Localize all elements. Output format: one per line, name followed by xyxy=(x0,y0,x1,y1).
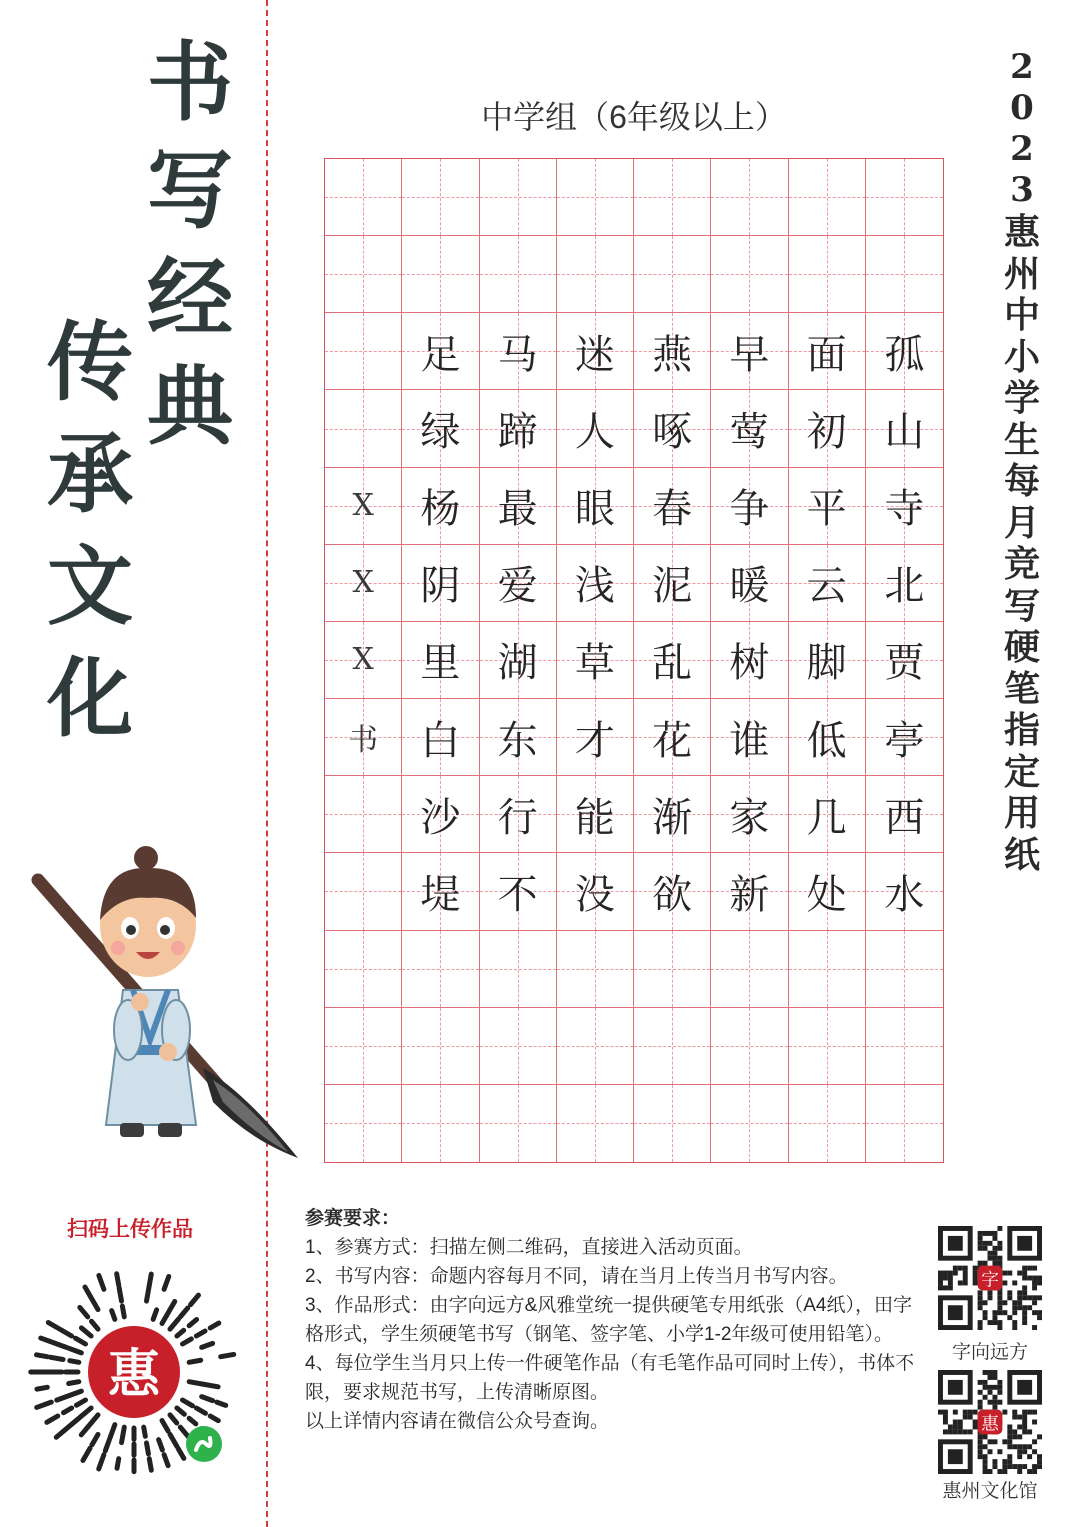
year-digit: 0 xyxy=(1010,88,1034,128)
year-digit: 2 xyxy=(1010,129,1034,169)
grid-char: 云 xyxy=(806,563,847,610)
title-char: 月 xyxy=(1003,501,1040,544)
grid-char: 谁 xyxy=(729,717,770,764)
grid-cell xyxy=(480,390,557,467)
grid-cell xyxy=(711,390,788,467)
grid-cell xyxy=(634,159,711,236)
grid-char: 爱 xyxy=(497,563,538,610)
calli-char: 经 xyxy=(147,248,233,349)
grid-cell xyxy=(789,853,866,930)
grid-char: 没 xyxy=(574,871,615,918)
grid-cell xyxy=(480,622,557,699)
grid-cell xyxy=(325,853,402,930)
grid-cell xyxy=(402,390,479,467)
grid-char: X xyxy=(352,565,374,601)
grid-cell xyxy=(480,468,557,545)
calli-char: 书 xyxy=(147,32,233,133)
grid-cell xyxy=(402,313,479,390)
title-char: 惠 xyxy=(1003,211,1040,253)
mini-program-code[interactable] xyxy=(24,1262,244,1482)
grid-cell xyxy=(402,159,479,236)
grid-cell xyxy=(634,390,711,467)
grid-cell xyxy=(866,776,943,853)
grid-cell xyxy=(866,468,943,545)
title-char: 指 xyxy=(1003,709,1040,751)
grid-cell xyxy=(325,236,402,313)
title-char: 中 xyxy=(1003,294,1040,336)
grid-cell xyxy=(634,1085,711,1162)
grid-cell xyxy=(325,699,402,776)
grid-cell xyxy=(711,313,788,390)
grid-cell xyxy=(325,622,402,699)
grid-char: 脚 xyxy=(806,640,847,687)
grid-cell xyxy=(480,931,557,1008)
grid-char: 足 xyxy=(420,331,461,378)
grid-cell xyxy=(480,1085,557,1162)
calli-char: 写 xyxy=(147,140,233,241)
title-char: 州 xyxy=(1003,252,1040,295)
calli-char: 典 xyxy=(147,356,233,457)
grid-cell xyxy=(402,931,479,1008)
grid-cell xyxy=(711,1008,788,1085)
grade-title: 中学组（6年级以上） xyxy=(481,99,787,135)
grid-char: 阴 xyxy=(420,563,461,610)
grid-char: 浅 xyxy=(574,563,615,610)
grid-char: 眼 xyxy=(574,486,615,533)
grid-cell xyxy=(402,468,479,545)
grid-char: 水 xyxy=(884,871,925,918)
grid-char: 寺 xyxy=(884,486,925,533)
grid-char: 杨 xyxy=(420,486,461,533)
grid-cell xyxy=(789,390,866,467)
grid-char: 渐 xyxy=(652,794,693,841)
grid-char: 初 xyxy=(806,409,847,456)
calligraphy-title-col1 xyxy=(140,32,240,472)
grid-cell xyxy=(789,468,866,545)
requirement-item: 1、参赛方式：扫描左侧二维码，直接进入活动页面。 xyxy=(305,1237,753,1258)
grid-cell xyxy=(557,853,634,930)
grid-cell xyxy=(557,1008,634,1085)
calligraphy-title-col2 xyxy=(40,312,140,768)
grid-char: 能 xyxy=(574,794,615,841)
grid-char: 东 xyxy=(497,717,538,764)
grid-cell xyxy=(866,931,943,1008)
grid-cell xyxy=(866,390,943,467)
grid-cell xyxy=(711,699,788,776)
grid-char: 啄 xyxy=(652,409,693,456)
title-char: 硬 xyxy=(1003,626,1040,668)
grid-char: 树 xyxy=(729,640,770,687)
grid-cell xyxy=(557,468,634,545)
title-char: 纸 xyxy=(1003,833,1040,876)
grid-cell xyxy=(711,468,788,545)
grid-cell xyxy=(866,1008,943,1085)
grid-cell xyxy=(480,313,557,390)
grid-cell xyxy=(480,236,557,313)
calli-char: 传 xyxy=(47,312,133,413)
grid-char: 最 xyxy=(497,486,538,533)
grid-char: 迷 xyxy=(574,331,615,378)
grid-char: 绿 xyxy=(420,409,461,456)
requirement-item: 3、作品形式：由字向远方&风雅堂统一提供硬笔专用纸张（A4纸），田字格形式，学生须硬笔书写（钢笔、签字笔、小学1-2年级可使用铅笔）。 xyxy=(305,1295,912,1345)
grid-cell xyxy=(711,236,788,313)
grid-cell xyxy=(711,931,788,1008)
grid-char: 西 xyxy=(884,794,925,841)
grid-cell xyxy=(866,853,943,930)
grid-cell xyxy=(711,776,788,853)
title-char: 笔 xyxy=(1003,667,1040,710)
grid-char: 书 xyxy=(348,723,379,759)
grid-char: 花 xyxy=(652,717,693,764)
grid-cell xyxy=(789,236,866,313)
grid-char: 草 xyxy=(574,640,615,687)
grid-cell xyxy=(866,236,943,313)
grid-cell xyxy=(402,853,479,930)
grid-cell xyxy=(325,1008,402,1085)
title-char: 生 xyxy=(1003,418,1040,461)
requirement-item: 4、每位学生当月只上传一件硬笔作品（有毛笔作品可同时上传），书体不限，要求规范书写，上传清晰原图。 xyxy=(305,1353,915,1403)
grid-char: 暖 xyxy=(729,563,770,610)
title-char: 写 xyxy=(1003,584,1040,627)
requirement-item: 2、书写内容：命题内容每月不同，请在当月上传当月书写内容。 xyxy=(305,1266,848,1287)
grid-char: 贾 xyxy=(884,640,925,687)
grid-cell xyxy=(789,313,866,390)
grid-cell xyxy=(711,1085,788,1162)
scan-upload-label: 扫码上传作品 xyxy=(67,1218,193,1241)
grid-char: 沙 xyxy=(420,794,461,841)
grid-char: 不 xyxy=(497,871,538,918)
grid-cell xyxy=(634,853,711,930)
grid-cell xyxy=(711,545,788,622)
grid-cell xyxy=(634,931,711,1008)
grid-char: 才 xyxy=(574,717,615,764)
grid-cell xyxy=(480,699,557,776)
grid-char: 早 xyxy=(729,331,770,378)
grid-char: 白 xyxy=(420,717,461,764)
grid-cell xyxy=(866,622,943,699)
grid-cell xyxy=(480,1008,557,1085)
grid-char: 堤 xyxy=(420,871,461,918)
grid-cell xyxy=(789,931,866,1008)
qr-label: 惠州文化馆 xyxy=(942,1481,1038,1502)
grid-cell xyxy=(325,468,402,545)
grid-cell xyxy=(402,1085,479,1162)
grid-char: 家 xyxy=(729,794,770,841)
grid-char: 莺 xyxy=(729,409,770,456)
grid-cell xyxy=(634,699,711,776)
grid-cell xyxy=(711,159,788,236)
calli-char: 承 xyxy=(47,424,133,525)
grid-cell xyxy=(789,545,866,622)
grid-cell xyxy=(711,853,788,930)
title-char: 每 xyxy=(1003,460,1040,502)
qr-label: 字向远方 xyxy=(951,1342,1028,1363)
calli-char: 文 xyxy=(47,536,133,637)
grid-cell xyxy=(789,622,866,699)
scholar-boy-illustration xyxy=(28,840,308,1170)
grid-cell xyxy=(480,776,557,853)
grid-cell xyxy=(557,699,634,776)
grid-cell xyxy=(557,776,634,853)
grid-cell xyxy=(557,622,634,699)
grid-cell xyxy=(789,1085,866,1162)
grid-cell xyxy=(557,313,634,390)
grid-cell xyxy=(325,313,402,390)
grid-char: 新 xyxy=(729,871,770,918)
grid-cell xyxy=(480,545,557,622)
grid-cell xyxy=(634,545,711,622)
year-digit: 2 xyxy=(1010,47,1034,87)
grid-char: 行 xyxy=(497,794,538,841)
qr-code-huizhou-culture[interactable] xyxy=(938,1370,1042,1474)
grid-char: 湖 xyxy=(497,640,538,687)
grid-cell xyxy=(634,776,711,853)
grid-cell xyxy=(789,1008,866,1085)
grid-cell xyxy=(480,159,557,236)
grid-cell xyxy=(789,776,866,853)
grid-char: 几 xyxy=(806,794,847,841)
grid-cell xyxy=(402,236,479,313)
grid-char: 燕 xyxy=(652,331,693,378)
grid-cell xyxy=(325,776,402,853)
svg-text:字: 字 xyxy=(981,1269,999,1291)
title-char: 竞 xyxy=(1003,543,1040,585)
calli-char: 化 xyxy=(47,648,133,749)
grid-char: 乱 xyxy=(652,640,693,687)
grid-char: X xyxy=(352,488,374,524)
grid-char: 山 xyxy=(884,409,925,456)
grid-cell xyxy=(866,545,943,622)
title-char: 定 xyxy=(1003,750,1040,793)
grid-char: 孤 xyxy=(884,331,925,378)
grid-cell xyxy=(325,931,402,1008)
tianzige-grid xyxy=(324,158,944,1163)
grid-cell xyxy=(557,931,634,1008)
grid-char: 欲 xyxy=(652,871,693,918)
grid-cell xyxy=(634,313,711,390)
grid-cell xyxy=(634,468,711,545)
svg-text:惠: 惠 xyxy=(981,1413,999,1435)
grid-cell xyxy=(325,159,402,236)
requirements-title: 参赛要求： xyxy=(305,1208,401,1229)
requirement-item: 以上详情内容请在微信公众号查询。 xyxy=(305,1411,610,1432)
grid-cell xyxy=(402,622,479,699)
grid-char: 蹄 xyxy=(497,409,538,456)
grid-cell xyxy=(402,545,479,622)
grid-cell xyxy=(866,1085,943,1162)
grid-cell xyxy=(325,390,402,467)
grid-char: 平 xyxy=(806,486,847,533)
qr-code-ziyuanfang[interactable] xyxy=(938,1226,1042,1330)
grid-cell xyxy=(402,776,479,853)
title-char: 用 xyxy=(1003,792,1040,834)
grid-char: 里 xyxy=(420,640,461,687)
grid-char: 低 xyxy=(806,717,847,764)
svg-text:惠: 惠 xyxy=(107,1344,161,1405)
grid-cell xyxy=(557,1085,634,1162)
grid-cell xyxy=(789,699,866,776)
grid-char: 亭 xyxy=(884,717,925,764)
cut-line xyxy=(266,0,268,1527)
grid-cell xyxy=(711,622,788,699)
requirements-section xyxy=(305,1204,930,1436)
grid-cell xyxy=(634,622,711,699)
grid-cell xyxy=(325,545,402,622)
grid-char: 处 xyxy=(806,871,847,918)
grid-cell xyxy=(557,390,634,467)
grid-cell xyxy=(402,1008,479,1085)
grid-cell xyxy=(557,545,634,622)
title-char: 小 xyxy=(1003,335,1040,378)
grid-char: 春 xyxy=(652,486,693,533)
grid-char: 马 xyxy=(497,331,538,378)
grid-cell xyxy=(402,699,479,776)
grid-char: 泥 xyxy=(652,563,693,610)
grid-char: 争 xyxy=(729,486,770,533)
grid-cell xyxy=(789,159,866,236)
grid-char: X xyxy=(352,642,374,678)
grid-cell xyxy=(634,236,711,313)
year-digit: 3 xyxy=(1010,170,1034,210)
grid-char: 人 xyxy=(574,409,615,456)
grid-cell xyxy=(480,853,557,930)
grid-char: 面 xyxy=(806,331,847,378)
grid-cell xyxy=(557,159,634,236)
vertical-title xyxy=(992,47,1052,878)
grid-cell xyxy=(866,313,943,390)
grid-cell xyxy=(866,699,943,776)
grid-cell xyxy=(634,1008,711,1085)
grid-char: 北 xyxy=(884,563,925,610)
title-char: 学 xyxy=(1003,377,1040,419)
grid-cell xyxy=(866,159,943,236)
grid-cell xyxy=(557,236,634,313)
grid-cell xyxy=(325,1085,402,1162)
